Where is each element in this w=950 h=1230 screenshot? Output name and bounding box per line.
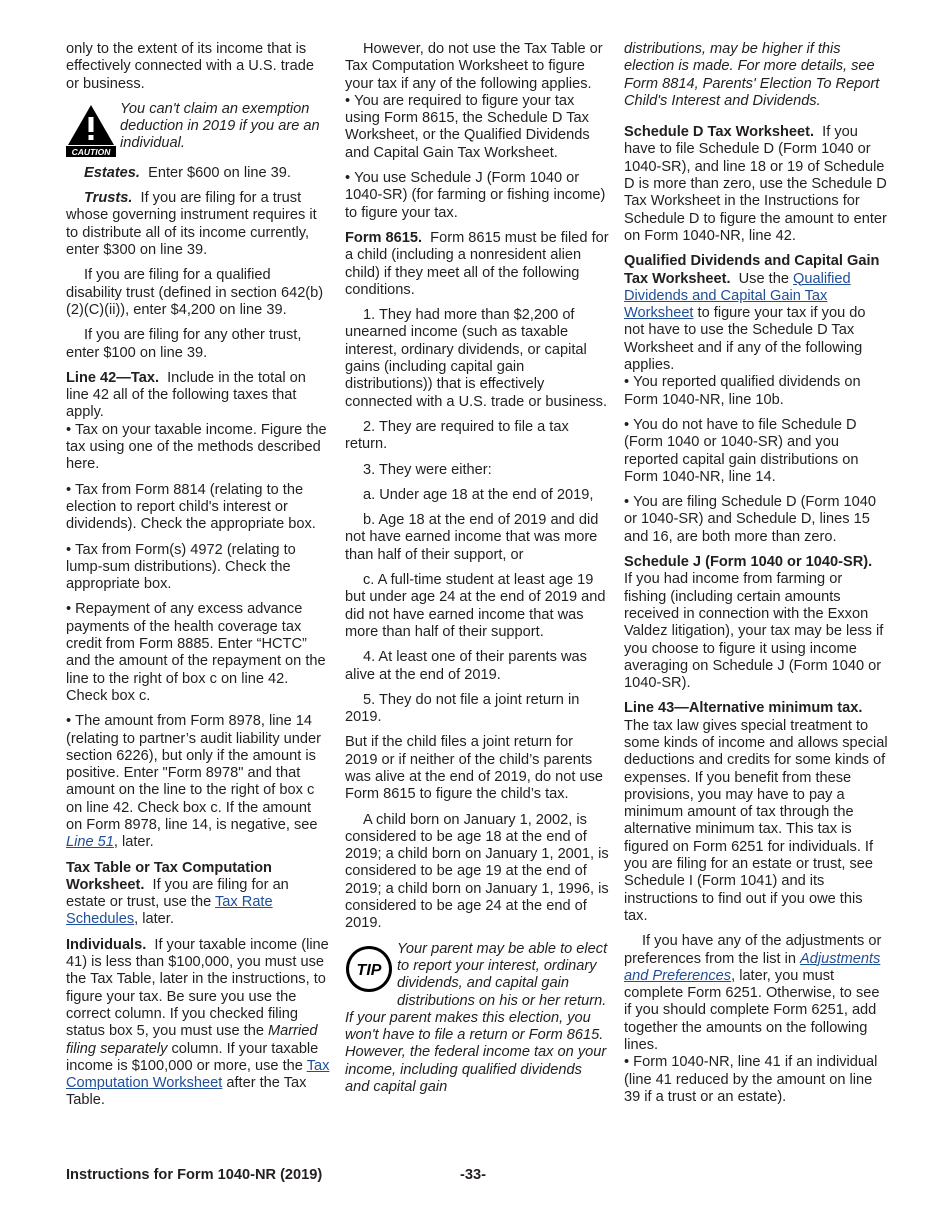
line42-text: Include in the total on line 42 all of the following taxes that apply. <box>66 369 306 421</box>
condition-3a: a. Under age 18 at the end of 2019, <box>363 486 594 503</box>
individuals-heading: Individuals. <box>66 936 147 953</box>
individuals-text-2: column. If your taxable income is $100,000 or more, use the <box>66 1040 319 1074</box>
line42-bullet-4: • Repayment of any excess advance payments of the health coverage tax credit from Form 8885. Enter “HCTC” and the amount of the repayment on the line to the right of box c on line 42. Check box c. <box>66 601 330 705</box>
caution-icon-label: CAUTION <box>71 146 111 157</box>
column-3 <box>624 41 888 1114</box>
line43-heading: Line 43—Alternative minimum tax. <box>624 700 863 717</box>
condition-2: 2. They are required to file a tax return. <box>345 418 569 453</box>
caution-text: You can't claim an exemption deduction in 2019 if you are an individual. <box>120 100 320 152</box>
line42-bullet-5 <box>66 713 330 851</box>
line51-link[interactable]: Line 51 <box>66 834 114 851</box>
line43-paragraph <box>624 700 888 925</box>
other-trust-paragraph: If you are filing for any other trust, enter $100 on line 39. <box>66 327 302 361</box>
caution-note <box>66 101 330 157</box>
individuals-end: after the Tax Table. <box>66 1075 307 1109</box>
however-paragraph: However, do not use the Tax Table or Tax Computation Worksheet to figure your tax if any of the following applies. <box>345 41 603 92</box>
footer-title: Instructions for Form 1040-NR (2019) <box>66 1167 323 1183</box>
tax-table-paragraph <box>66 860 330 929</box>
condition-1: 1. They had more than $2,200 of unearned income (such as taxable interest, ordinary dividends, or capital gains (including capital gain distributions)) that is effectively connected with a U.S. trade or business. <box>345 307 608 410</box>
tax-table-heading: Tax Table or Tax Computation Worksheet. <box>66 859 272 893</box>
condition-4: 4. At least one of their parents was alive at the end of 2019. <box>345 649 587 683</box>
line42-bullet-1: • Tax on your taxable income. Figure the tax using one of the methods described here. <box>66 422 330 474</box>
bullet5-end: , later. <box>113 834 154 851</box>
tip-continued: distributions, may be higher if this election is made. For more details, see Form 8814, Parents' Election To Report Child's Interest and Dividends. <box>624 41 880 109</box>
page-number: -33- <box>460 1167 486 1183</box>
child-born-paragraph: A child born on January 1, 2002, is considered to be age 18 at the end of 2019; a child born on January 1, 2001, is considered to be age 19 at the end of 2019; a child born on January 1, 1996, is considered to be age 24 at the end of 2019. <box>345 811 609 932</box>
estates-heading: Estates. <box>84 164 140 181</box>
qdcg-worksheet-link[interactable]: Qualified Dividends and Capital Gain Tax Worksheet <box>624 270 851 322</box>
schedule-d-heading: Schedule D Tax Worksheet. <box>624 124 815 141</box>
tip-icon <box>345 945 393 993</box>
tip-icon-label: TIP <box>356 961 382 979</box>
qdcg-pre: Use the <box>738 270 789 287</box>
tax-table-end: , later. <box>134 911 174 928</box>
tip-note <box>345 941 609 1097</box>
estates-paragraph <box>66 165 330 182</box>
line42-paragraph <box>66 370 330 422</box>
column-2 <box>345 41 609 1096</box>
trusts-text: If you are filing for a trust whose governing instrument requires it to distribute all of its income currently, enter $300 on line 39. <box>66 190 317 259</box>
qdcg-bullet-2: • You do not have to file Schedule D (Form 1040 or 1040-SR) and you reported capital gain distributions on Form 1040-NR, line 14. <box>624 417 888 486</box>
tax-computation-worksheet-link[interactable]: Tax Computation Worksheet <box>66 1057 330 1092</box>
condition-3b: b. Age 18 at the end of 2019 and did not have earned income that was more than half of their support, or <box>345 512 599 563</box>
adjustments-paragraph <box>624 933 888 1054</box>
condition-3c: c. A full-time student at least age 19 but under age 24 at the end of 2019 and did not have earned income that was more than half of their support. <box>345 572 606 640</box>
schedule-d-text: If you have to file Schedule D (Form 1040 or 1040-SR), and line 18 or 19 of Schedule D is more than zero, use the Schedule D Tax Worksheet in the Instructions for Schedule D to figure the amount to enter on Form 1040-NR, line 42. <box>624 124 887 244</box>
form8615-text: Form 8615 must be filed for a child (including a nonresident alien child) if they meet all of the following conditions. <box>345 229 609 298</box>
individuals-text-1: If your taxable income (line 41) is less than $100,000, you must use the Tax Table, later in the instructions, to figure your tax. Be sure you use the correct column. If you checked filing status box 5, you must use the <box>66 936 329 1040</box>
qdcg-text: to figure your tax if you do not have to use the Schedule D Tax Worksheet and if any of the following applies. <box>624 305 866 374</box>
qdcg-heading: Qualified Dividends and Capital Gain Tax Worksheet. <box>624 253 880 287</box>
condition-3: 3. They were either: <box>363 461 492 478</box>
schedule-j-paragraph <box>624 554 888 692</box>
bullet5-text: The amount from Form 8978, line 14 (relating to partner’s audit liability under section 6226), but only if the amount is positive. Enter "Form 8978" and that amount on the line to the right of box c on line 42. Check box c. If the amount on Form 8978, line 14, is negative, see <box>66 713 321 833</box>
caution-icon <box>66 103 116 157</box>
adjustments-text: , later, you must complete Form 6251. Otherwise, to see if you should complete Form 6251, add together the amounts on the following lines. <box>624 967 880 1054</box>
schedule-j-text: If you had income from farming or fishing (including certain amounts received in connection with the Exxon Valdez litigation), your tax may be less if you choose to figure it using income averaging on Schedule J (Form 1040 or 1040-SR). <box>624 571 884 692</box>
tip-text: Your parent may be able to elect to report your interest, ordinary dividends, and capital gain distributions on his or her return. If your parent makes this election, you won't have to file a return or Form 8615. However, the federal income tax on your income, including qualified dividends and capital gain <box>345 940 608 1096</box>
trusts-paragraph <box>66 190 330 259</box>
form8615-paragraph <box>345 230 609 299</box>
condition-5: 5. They do not file a joint return in 2019. <box>345 691 580 726</box>
married-filing-separately: Married filing separately <box>66 1023 318 1057</box>
qdcg-bullet-3: • You are filing Schedule D (Form 1040 or 1040-SR) and Schedule D, lines 15 and 16, are both more than zero. <box>624 494 888 546</box>
adjustments-bullet-1: • Form 1040-NR, line 41 if an individual (line 41 reduced by the amount on line 39 if a trust or an estate). <box>624 1054 888 1106</box>
line42-bullet-2: • Tax from Form 8814 (relating to the election to report child's interest or dividends). Check the appropriate box. <box>66 482 330 534</box>
however-bullet-2: • You use Schedule J (Form 1040 or 1040-SR) (for farming or fishing income) to figure your tax. <box>345 170 609 222</box>
schedule-j-heading: Schedule J (Form 1040 or 1040-SR). <box>624 554 873 571</box>
individuals-paragraph <box>66 937 330 1110</box>
line43-text: The tax law gives special treatment to some kinds of income and allows special deductions and credits for some kinds of expenses. If you benefit from these provisions, you may have to pay a minimum amount of tax through the alternative minimum tax. This tax is figured on Form 6251 for individuals. If you are filing for an estate or trust, see Schedule I (Form 1041) and its instructions to find out if you owe this tax. <box>624 717 888 924</box>
qdcg-bullet-1: • You reported qualified dividends on Form 1040-NR, line 10b. <box>624 374 888 409</box>
paragraph-intro: only to the extent of its income that is effectively connected with a U.S. trade or business. <box>66 41 314 92</box>
tax-table-text: If you are filing for an estate or trust, use the <box>66 876 289 911</box>
column-1 <box>66 41 330 1118</box>
however-bullet-1: • You are required to figure your tax using Form 8615, the Schedule D Tax Worksheet, or the Qualified Dividends and Capital Gain Tax Worksheet. <box>345 93 609 162</box>
line42-heading: Line 42—Tax. <box>66 369 159 386</box>
schedule-d-paragraph <box>624 124 888 245</box>
tax-rate-schedules-link[interactable]: Tax Rate Schedules <box>66 894 273 928</box>
form8615-heading: Form 8615. <box>345 229 423 246</box>
qdcg-paragraph <box>624 253 888 374</box>
line42-bullet-3: • Tax from Form(s) 4972 (relating to lump-sum distributions). Check the appropriate box. <box>66 542 330 594</box>
adjustments-preferences-link[interactable]: Adjustments and Preferences <box>624 950 881 984</box>
trusts-heading: Trusts. <box>84 190 133 207</box>
estates-text: Enter $600 on line 39. <box>148 164 291 181</box>
qdt-paragraph: If you are filing for a qualified disability trust (defined in section 642(b)(2)(C)(ii)), enter $4,200 on line 39. <box>66 267 324 318</box>
but-paragraph: But if the child files a joint return for 2019 or if neither of the child’s parents was alive at the end of 2019, do not use Form 8615 to figure the child’s tax. <box>345 734 604 803</box>
adjustments-pre: If you have any of the adjustments or preferences from the list in <box>624 933 882 967</box>
